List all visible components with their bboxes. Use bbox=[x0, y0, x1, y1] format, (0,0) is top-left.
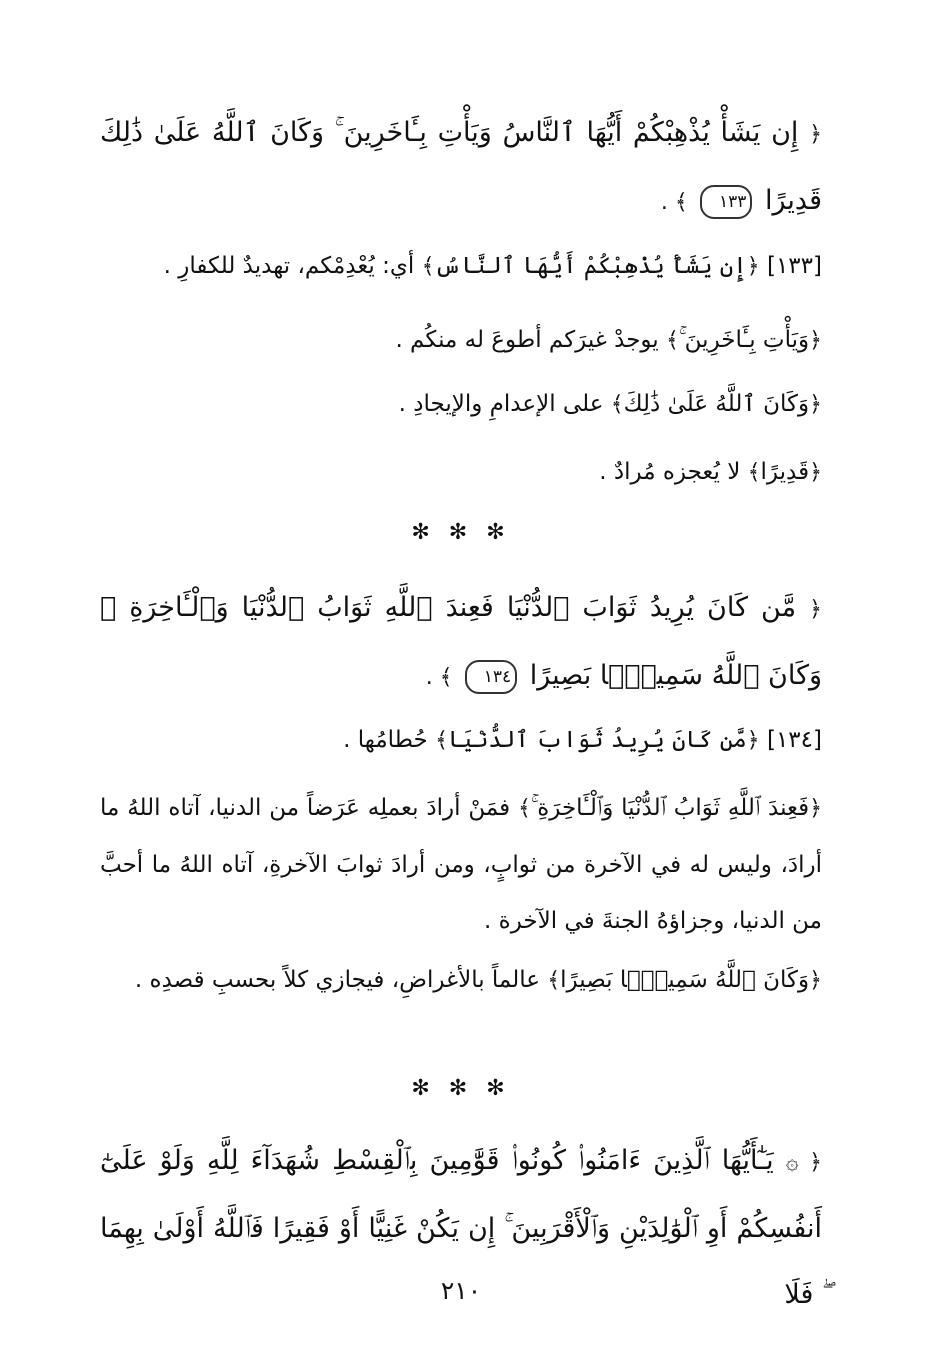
verse-text: يَـٰٓأَيُّهَا ٱلَّذِينَ ءَامَنُوا۟ كُونُوا۟ قَوَّٰمِينَ بِٱلْقِسْطِ شُهَدَآءَ لِلَّهِ وَلَوْ عَلَىٰٓ أَنفُسِكُمْ أَوِ ٱلْوَٰلِدَيْنِ وَٱلْأَقْرَبِينَ ۚ إِن يَكُنْ غَنِيًّا أَوْ فَقِيرًا فَٱللَّهُ أَوْلَىٰ بِهِمَا ۖ فَلَا bbox=[100, 1145, 822, 1310]
quote-close: ﴾ bbox=[518, 796, 531, 821]
tafsir-verse-ref: [١٣٤] bbox=[766, 727, 822, 753]
tafsir-quote: قَدِيرًا bbox=[760, 459, 810, 485]
section-separator: ✻ ✻ ✻ bbox=[411, 1076, 511, 1101]
tafsir-133-line-3 bbox=[100, 376, 822, 433]
tafsir-quote: وَيَأْتِ بِـَٔاخَرِينَ ۚ bbox=[678, 327, 810, 353]
verse-open-bracket: ﴿ bbox=[809, 597, 822, 622]
page-number: ٢١٠ bbox=[440, 1276, 482, 1305]
quote-open: ﴿ bbox=[809, 328, 822, 353]
tafsir-134-para-2 bbox=[100, 780, 822, 949]
quote-close: ﴾ bbox=[547, 968, 561, 993]
tafsir-verse-ref: [١٣٣] bbox=[766, 253, 822, 279]
verse-close-bracket: ﴾ . bbox=[425, 665, 453, 690]
tafsir-133-line-1 bbox=[100, 238, 822, 295]
verse-133 bbox=[100, 100, 822, 236]
quote-open: ﴿ bbox=[746, 728, 760, 753]
tafsir-quote: وَكَانَ ٱللَّهُ عَلَىٰ ذَٰلِكَ bbox=[623, 391, 810, 417]
verse-close-bracket: ﴾ . bbox=[660, 190, 688, 215]
tafsir-comment: لا يُعجزه مُرادٌ . bbox=[599, 459, 741, 485]
quote-open: ﴿ bbox=[809, 460, 822, 485]
quote-open: ﴿ bbox=[809, 968, 822, 993]
verse-text: إِن يَشَأْ يُذْهِبْكُمْ أَيُّهَا ٱلنَّاسُ وَيَأْتِ بِـَٔاخَرِينَ ۚ وَكَانَ ٱللَّهُ عَلَىٰ ذَٰلِكَ قَدِيرًا bbox=[100, 117, 822, 216]
tafsir-quote: فَعِندَ ٱللَّهِ ثَوَابُ ٱلدُّنْيَا وَٱلْـَٔاخِرَةِ ۚ bbox=[530, 795, 810, 821]
tafsir-134-para-3 bbox=[100, 952, 822, 1009]
quote-close: ﴾ bbox=[666, 328, 679, 353]
verse-number-badge: ١٣٤ bbox=[465, 660, 517, 694]
tafsir-134-line-1 bbox=[100, 712, 822, 769]
tafsir-comment: حُطامُها . bbox=[343, 727, 428, 753]
quote-close: ﴾ bbox=[610, 392, 624, 417]
verse-open-bracket: ﴿ ۞ bbox=[785, 1150, 822, 1175]
quote-open: ﴿ bbox=[809, 796, 822, 821]
tafsir-comment: على الإعدامِ والإيجادِ . bbox=[398, 391, 604, 417]
quote-open: ﴿ bbox=[809, 392, 822, 417]
quote-close: ﴾ bbox=[421, 254, 435, 279]
page bbox=[100, 0, 822, 1372]
verse-text: مَّن كَانَ يُرِيدُ ثَوَابَ ٱلدُّنْيَا فَعِندَ ٱللَّهِ ثَوَابُ ٱلدُّنْيَا وَٱلْـَٔاخِرَةِ ۚ وَكَانَ ٱللَّهُ سَمِيعًۢا بَصِيرًا bbox=[100, 592, 822, 691]
tafsir-quote: وَكَانَ ٱللَّهُ سَمِيعًۢا بَصِيرًا bbox=[560, 967, 810, 993]
tafsir-quote: مَّن كَانَ يُرِيدُ ثَوَابَ ٱلدُّنْيَا bbox=[447, 727, 747, 753]
verse-open-bracket: ﴿ bbox=[809, 122, 822, 147]
tafsir-quote: إِن يَشَأْ يُذْهِبْكُمْ أَيُّهَا ٱلنَّاسُ bbox=[434, 253, 747, 279]
verse-134 bbox=[100, 575, 822, 711]
section-separator: ✻ ✻ ✻ bbox=[411, 520, 511, 545]
tafsir-133-line-4 bbox=[100, 444, 822, 501]
tafsir-comment: فمَنْ أرادَ بعملِه عَرَضاً من الدنيا، آتاه اللهُ ما أرادَ، وليس له في الآخرة من ثوابٍ، ومن أرادَ ثوابَ الآخرةِ، آتاه اللهُ ما أحبَّ من الدنيا، وجزاؤهُ الجنةَ في الآخرة . bbox=[100, 795, 822, 934]
tafsir-133-line-2 bbox=[100, 312, 822, 369]
quote-close: ﴾ bbox=[747, 460, 761, 485]
quote-close: ﴾ bbox=[435, 728, 448, 753]
tafsir-comment: أي: يُعْدِمْكم، تهديدٌ للكفارِ . bbox=[163, 253, 415, 279]
tafsir-comment: يوجدْ غيرَكم أطوعَ له منكُم . bbox=[395, 327, 659, 353]
verse-number-badge: ١٣٣ bbox=[700, 185, 752, 219]
quote-open: ﴿ bbox=[746, 254, 760, 279]
tafsir-comment: عالماً بالأغراضِ، فيجازي كلاً بحسبِ قصدِه . bbox=[134, 967, 540, 993]
